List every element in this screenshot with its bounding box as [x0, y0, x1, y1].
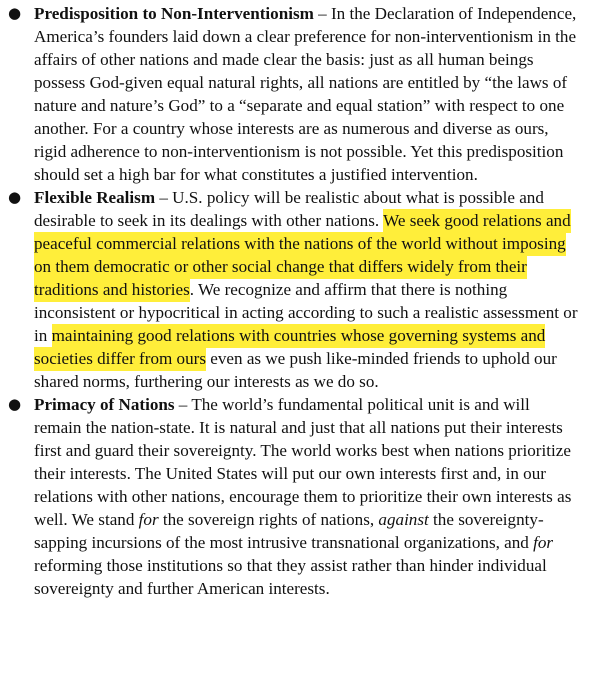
- paragraph-text: . We recognize and affirm that there is nothing inconsistent or hypocritical in acting according to such a realistic assessment or in: [34, 280, 578, 345]
- paragraph-text: the sovereign rights of nations,: [158, 510, 379, 529]
- principles-list: [0, 2, 605, 600]
- italic-text: for: [138, 510, 159, 529]
- italic-text: for: [533, 533, 554, 552]
- term-heading: Primacy of Nations: [34, 395, 175, 414]
- paragraph-text: even as we push like-minded friends to uphold our shared norms, furthering our interests as we do so.: [34, 349, 557, 391]
- bullet-icon: ●: [8, 188, 22, 206]
- paragraph-text: the sovereignty-sapping incursions of the most intrusive transnational organizations, and: [34, 510, 544, 552]
- paragraph-text: reforming those institutions so that they assist rather than hinder individual sovereignty and further American interests.: [34, 556, 547, 598]
- term-heading: Predisposition to Non-Interventionism: [34, 4, 314, 23]
- paragraph-text: – The world’s fundamental political unit is and will remain the nation-state. It is natural and just that all nations put their interests first and guard their sovereignty. The world works best when nations prioritize their interests. The United States will put our own interests first and, in our relations with other nations, encourage them to prioritize their own interests as well. We stand: [34, 395, 572, 529]
- paragraph-text: – U.S. policy will be realistic about what is possible and desirable to seek in its dealings with other nations.: [34, 188, 544, 230]
- list-item-non-interventionism: [0, 2, 605, 186]
- highlighted-text: maintaining good relations with countries whose governing systems and societies differ from ours: [34, 324, 545, 371]
- highlighted-text: We seek good relations and peaceful commercial relations with the nations of the world without imposing on them democratic or other social change that differs widely from their traditions and histories: [34, 209, 571, 302]
- paragraph-text: – In the Declaration of Independence, America’s founders laid down a clear preference for non-interventionism in the affairs of other nations and made clear the basis: just as all human beings possess God-given equal natural rights, all nations are entitled by “the laws of nature and nature’s God” to a “separate and equal station” with respect to one another. For a country whose interests are as numerous and diverse as ours, rigid adherence to non-interventionism is not possible. Yet this predisposition should set a high bar for what constitutes a justified intervention.: [34, 4, 577, 184]
- italic-text: against: [378, 510, 429, 529]
- bullet-icon: ●: [8, 4, 22, 22]
- document-page: [0, 2, 605, 600]
- term-heading: Flexible Realism: [34, 188, 156, 207]
- bullet-icon: ●: [8, 395, 22, 413]
- list-item-flexible-realism: [0, 186, 605, 393]
- list-item-primacy-of-nations: [0, 393, 605, 600]
